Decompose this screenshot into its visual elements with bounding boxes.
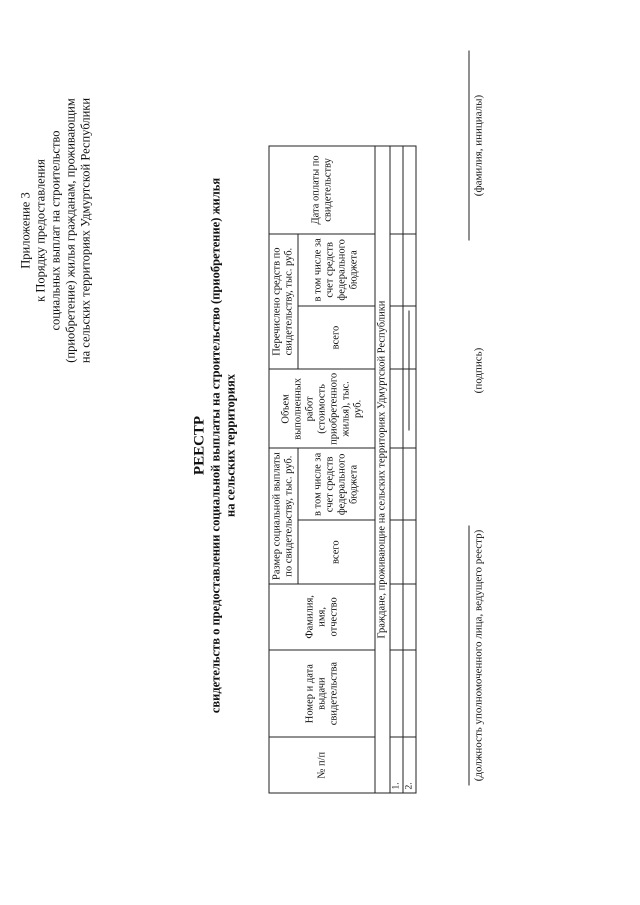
table-row — [403, 146, 416, 793]
group-row — [375, 146, 390, 793]
appendix-header — [18, 40, 93, 420]
title-subtitle-1: свидетельств о предоставлении социальной выплаты на строительство (приобретение) жилья — [208, 177, 222, 713]
col-header-date: Дата оплаты по свидетельству — [269, 146, 375, 234]
table-cell — [390, 369, 403, 448]
col-header-payment-total: всего — [298, 520, 375, 584]
col-header-transferred-total: всего — [298, 305, 375, 369]
col-header-num: № п/п — [269, 737, 375, 793]
title-main: РЕЕСТР — [191, 415, 207, 475]
row-number: 2. — [403, 737, 416, 793]
col-header-certificate: Номер и дата выдачи свидетельства — [269, 649, 375, 737]
table-cell — [390, 583, 403, 649]
table-cell — [390, 520, 403, 584]
position-caption: (должность уполномоченного лица, ведущего реестр) — [472, 529, 484, 781]
col-header-transferred-federal: в том числе за счет средств федерального бюджета — [298, 233, 375, 305]
group-row-label: Граждане, проживающие на сельских территориях Удмуртской Республики — [375, 146, 390, 793]
name-line — [468, 50, 469, 240]
position-line — [468, 525, 469, 785]
document-title — [190, 125, 238, 765]
appendix-line: социальных выплат на строительство — [48, 129, 62, 331]
table-cell — [390, 649, 403, 737]
appendix-line: на сельских территориях Удмуртской Республики — [78, 97, 92, 363]
table-cell — [403, 448, 416, 520]
table-cell — [403, 583, 416, 649]
table-cell — [403, 146, 416, 234]
appendix-line: (приобретение) жилья гражданам, проживающим — [63, 97, 77, 363]
row-number: 1. — [390, 737, 403, 793]
table-cell — [390, 448, 403, 520]
col-header-transferred-group: Перечислено средств по свидетельству, тыс. руб. — [269, 233, 298, 369]
table-cell — [390, 233, 403, 305]
table-cell — [403, 233, 416, 305]
col-header-fio: Фамилия, имя, отчество — [269, 583, 375, 649]
table-cell — [403, 520, 416, 584]
table-cell — [390, 146, 403, 234]
col-header-payment-federal: в том числе за счет средств федерального бюджета — [298, 448, 375, 520]
col-header-payment-group: Размер социальной выплаты по свидетельству, тыс. руб. — [269, 448, 298, 584]
header-row-1 — [269, 146, 298, 793]
col-header-volume: Объем выполненных работ (стоимость приобретенного жилья), тыс. руб. — [269, 369, 375, 448]
registry-table — [268, 145, 416, 793]
name-caption: (фамилия, инициалы) — [472, 94, 484, 196]
table-cell — [390, 305, 403, 369]
title-subtitle-2: на сельских территориях — [223, 373, 237, 517]
appendix-line: Приложение 3 — [18, 191, 32, 269]
table-cell — [403, 649, 416, 737]
table-row — [390, 146, 403, 793]
signature-line — [408, 310, 409, 430]
signature-block — [440, 55, 520, 815]
signature-caption: (подпись) — [472, 347, 484, 393]
appendix-line: к Порядку предоставления — [33, 158, 47, 302]
